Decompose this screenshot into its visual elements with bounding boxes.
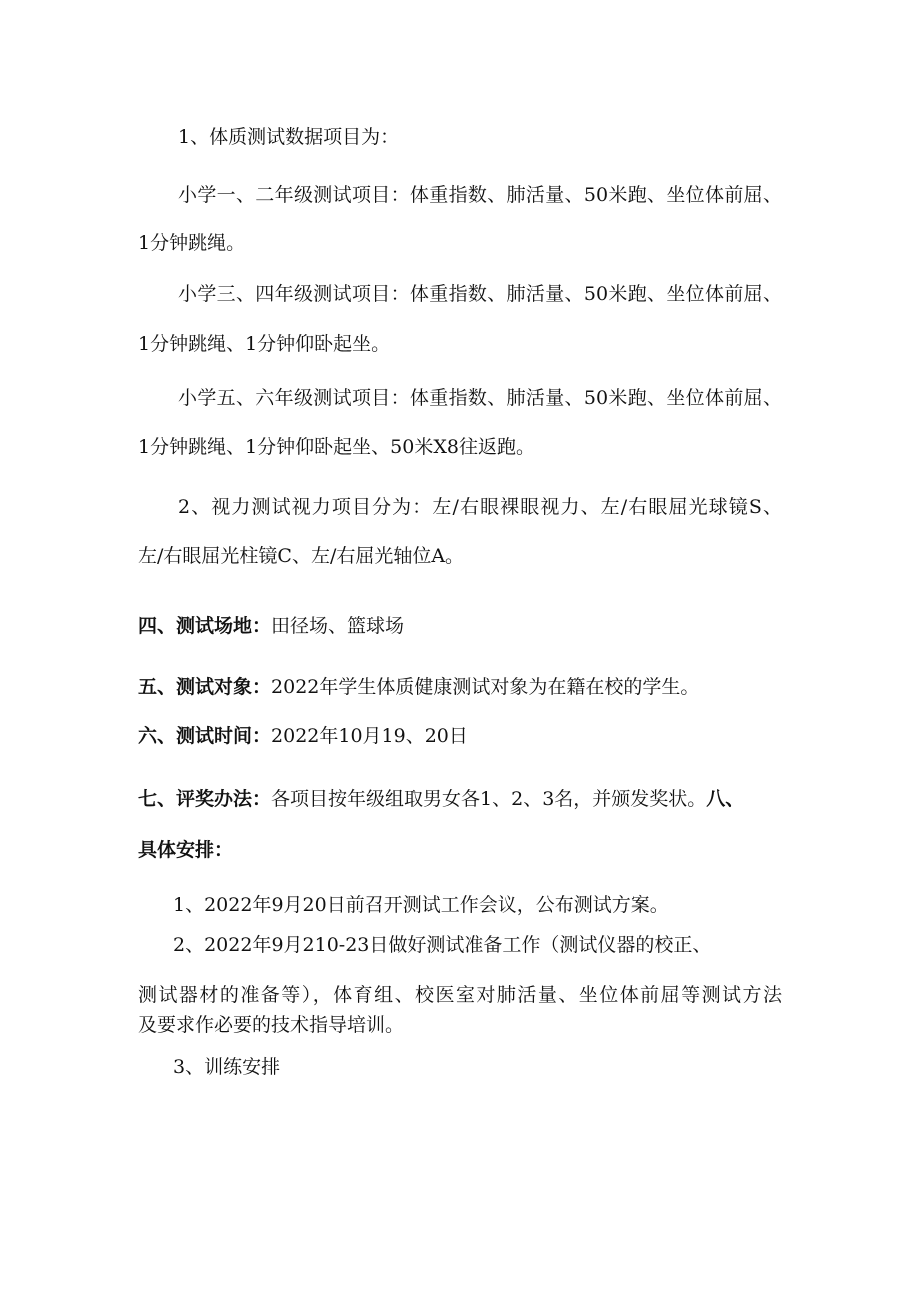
section-text: 2022年学生体质健康测试对象为在籍在校的学生。: [271, 676, 700, 698]
grade56-items-line2: 1分钟跳绳、1分钟仰卧起坐、50米X8往返跑。: [138, 436, 535, 458]
grade12-items-line1: 小学一、二年级测试项目：体重指数、肺活量、50米跑、坐位体前屈、: [178, 184, 782, 206]
vision-test-items-line2: 左/右眼屈光柱镜C、左/右屈光轴位A。: [138, 545, 465, 567]
section-text: 田径场、篮球场: [271, 615, 405, 637]
schedule-item2-line3: 及要求作必要的技术指导培训。: [138, 1014, 405, 1036]
grade34-items-line1: 小学三、四年级测试项目：体重指数、肺活量、50米跑、坐位体前屈、: [178, 283, 782, 305]
section-test-time: [138, 724, 468, 748]
section-award-method: [138, 787, 744, 811]
section-schedule-heading: 具体安排：: [138, 839, 234, 861]
section-text: 2022年10月19、20日: [271, 725, 468, 747]
grade34-items-line2: 1分钟跳绳、1分钟仰卧起坐。: [138, 333, 391, 355]
section-text: 各项目按年级组取男女各1、2、3名，并颁发奖状。: [271, 788, 707, 810]
schedule-item2-line1: 2、2022年9月210-23日做好测试准备工作（测试仪器的校正、: [173, 934, 712, 956]
section-heading: 六、测试时间：: [138, 725, 272, 747]
section-heading: 七、评奖办法：: [138, 788, 272, 810]
grade12-items-line2: 1分钟跳绳。: [138, 232, 246, 254]
schedule-item1: 1、2022年9月20日前召开测试工作会议，公布测试方案。: [173, 894, 669, 916]
vision-test-items-line1: 2、视力测试视力项目分为：左/右眼裸眼视力、左/右眼屈光球镜S、: [178, 496, 782, 518]
section-test-venue: [138, 614, 404, 638]
schedule-item3: 3、训练安排: [173, 1056, 281, 1078]
physical-test-items-title: 1、体质测试数据项目为：: [178, 126, 400, 148]
next-section-heading: 八、: [706, 788, 745, 810]
section-heading: 五、测试对象：: [138, 676, 272, 698]
grade56-items-line1: 小学五、六年级测试项目：体重指数、肺活量、50米跑、坐位体前屈、: [178, 387, 782, 409]
section-heading: 四、测试场地：: [138, 615, 272, 637]
schedule-item2-line2: 测试器材的准备等），体育组、校医室对肺活量、坐位体前屈等测试方法: [138, 984, 782, 1006]
section-test-subjects: [138, 675, 699, 699]
